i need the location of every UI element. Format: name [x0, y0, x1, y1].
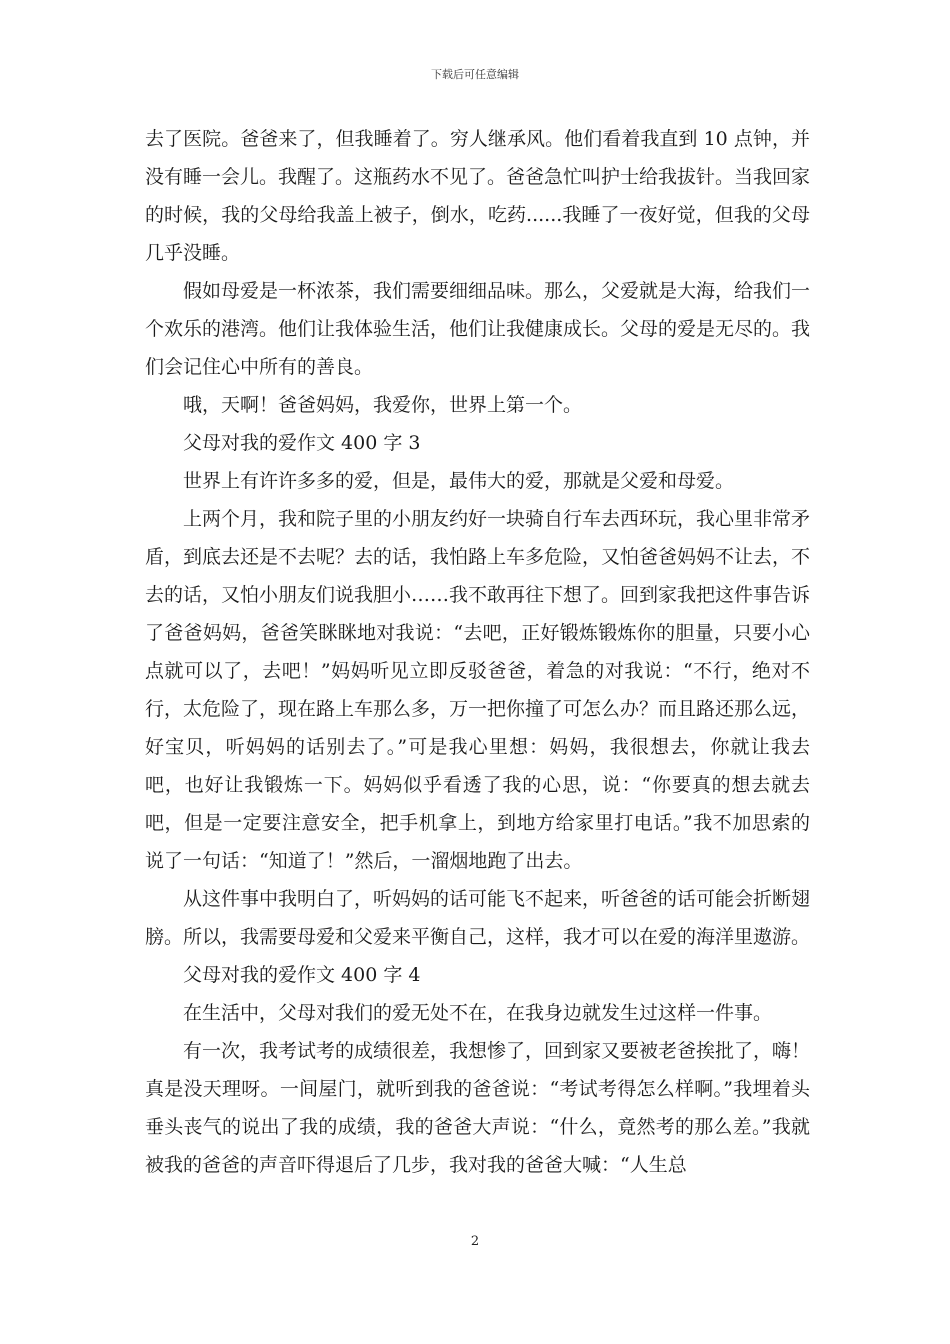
paragraph: 假如母爱是一杯浓茶，我们需要细细品味。那么，父爱就是大海，给我们一个欢乐的港湾。他们让我体验生活，他们让我健康成长。父母的爱是无尽的。我们会记住心中所有的善良。: [145, 280, 811, 378]
paragraph: 去了医院。爸爸来了，但我睡着了。穷人继承风。他们看着我直到 10 点钟，并没有睡一会儿。我醒了。这瓶药水不见了。爸爸急忙叫护士给我拔针。当我回家的时候，我的父母给我盖上被子，倒水，吃药......我睡了一夜好觉，但我的父母几乎没睡。: [145, 128, 811, 264]
paragraph: 在生活中，父母对我们的爱无处不在，在我身边就发生过这样一件事。: [183, 1002, 773, 1024]
page-number: 2: [470, 1234, 480, 1249]
paragraph: 世界上有许许多多的爱，但是，最伟大的爱，那就是父爱和母爱。: [183, 470, 735, 492]
document-body: [145, 120, 810, 1184]
paragraph: 从这件事中我明白了，听妈妈的话可能飞不起来，听爸爸的话可能会折断翅膀。所以，我需要母爱和父爱来平衡自己，这样，我才可以在爱的海洋里遨游。: [145, 888, 811, 948]
paragraph: 有一次，我考试考的成绩很差，我想惨了，回到家又要被老爸挨批了，嗨！真是没天理呀。一间屋门，就听到我的爸爸说：“考试考得怎么样啊。”我埋着头垂头丧气的说出了我的成绩，我的爸爸大声说：“什么，竟然考的那么差。”我就被我的爸爸的声音吓得退后了几步，我对我的爸爸大喊：“人生总: [145, 1040, 811, 1176]
paragraph: 上两个月，我和院子里的小朋友约好一块骑自行车去西环玩，我心里非常矛盾，到底去还是不去呢？去的话，我怕路上车多危险，又怕爸爸妈妈不让去，不去的话，又怕小朋友们说我胆小……我不敢再往下想了。回到家我把这件事告诉了爸爸妈妈，爸爸笑眯眯地对我说：“去吧，正好锻炼锻炼你的胆量，只要小心点就可以了，去吧！”妈妈听见立即反驳爸爸，着急的对我说：“不行，绝对不行，太危险了，现在路上车那么多，万一把你撞了可怎么办？而且路还那么远，好宝贝，听妈妈的话别去了。”可是我心里想：妈妈，我很想去，你就让我去吧，也好让我锻炼一下。妈妈似乎看透了我的心思，说：“你要真的想去就去吧，但是一定要注意安全，把手机拿上，到地方给家里打电话。”我不加思索的说了一句话：“知道了！”然后，一溜烟地跑了出去。: [145, 508, 811, 872]
section-heading: 父母对我的爱作文 400 字 4: [183, 964, 421, 986]
page-header: 下载后可任意编辑: [431, 68, 519, 81]
paragraph: 哦，天啊！爸爸妈妈，我爱你，世界上第一个。: [183, 394, 583, 416]
section-heading: 父母对我的爱作文 400 字 3: [183, 432, 421, 454]
